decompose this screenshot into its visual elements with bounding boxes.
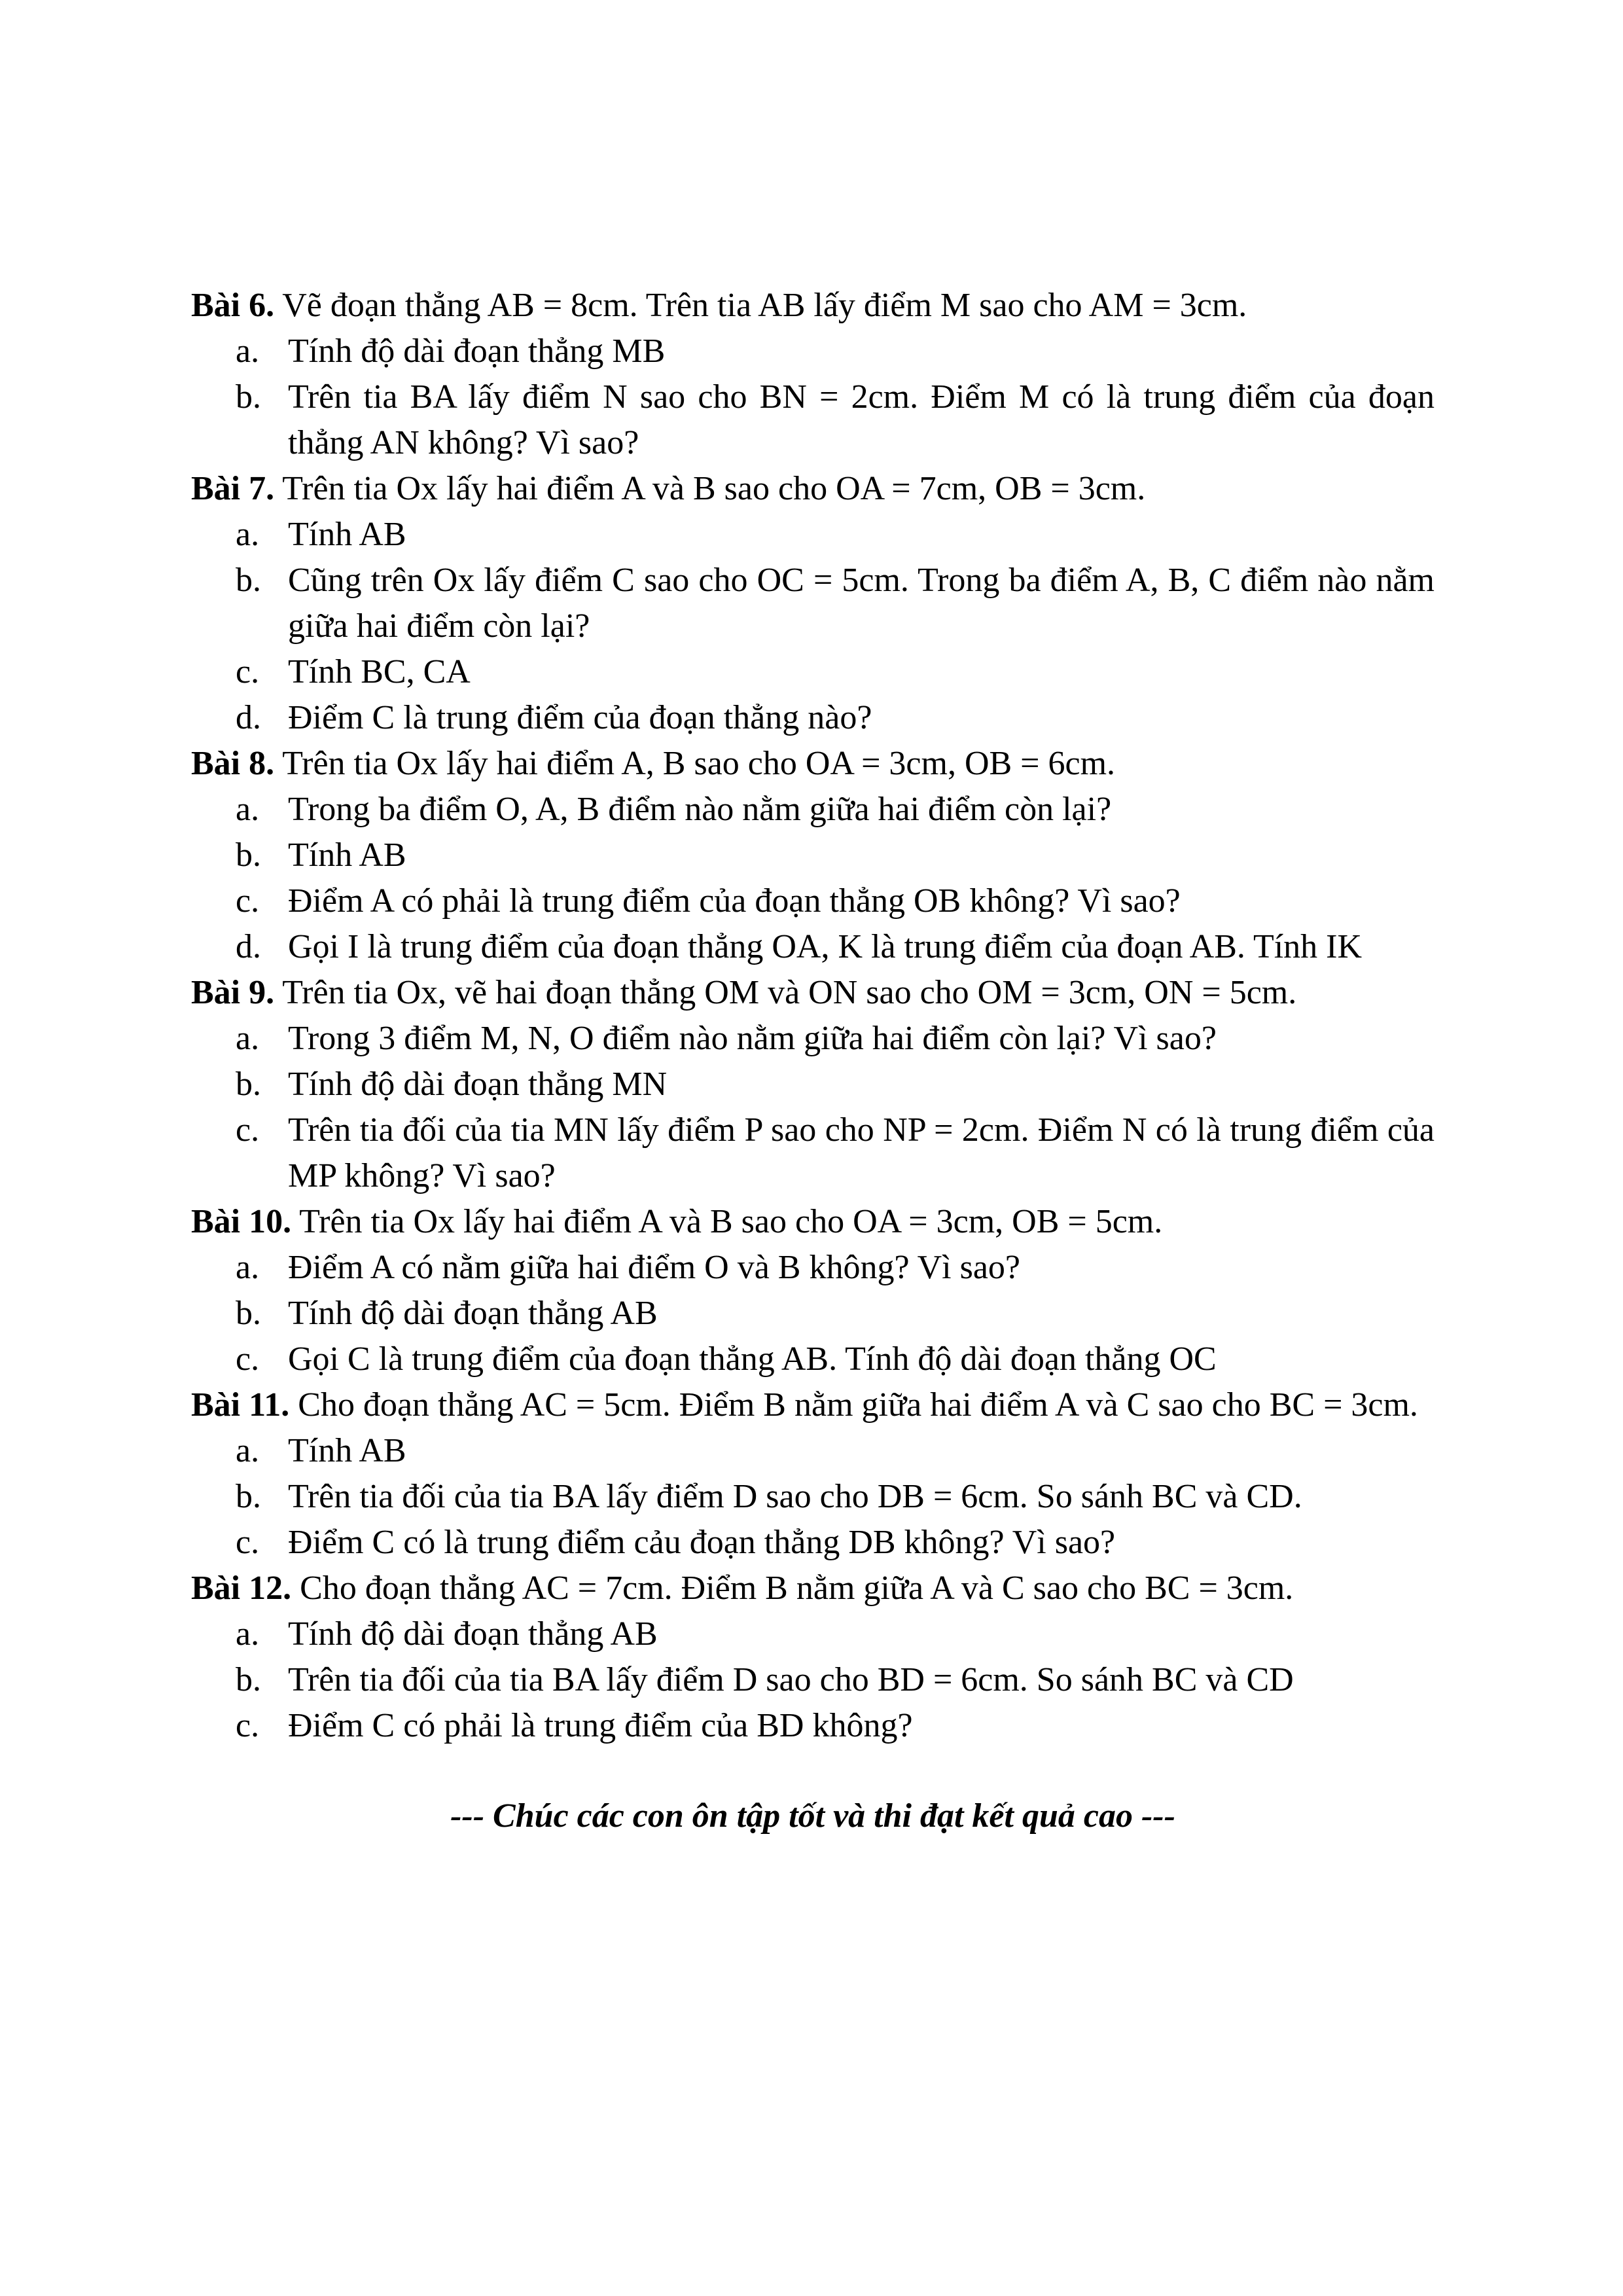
sub-question bbox=[191, 1474, 1435, 1520]
sub-question bbox=[191, 1703, 1435, 1749]
sub-question-letter: c. bbox=[236, 653, 260, 691]
sub-question-list bbox=[191, 1245, 1435, 1382]
sub-question bbox=[191, 649, 1435, 695]
exercise-text: Cho đoạn thẳng AC = 5cm. Điểm B nằm giữa hai điểm A và C sao cho BC = 3cm. bbox=[289, 1386, 1418, 1424]
sub-question-letter: d. bbox=[236, 928, 261, 965]
exercise-prompt bbox=[191, 466, 1435, 512]
sub-question-text: Trên tia đối của tia BA lấy điểm D sao cho DB = 6cm. So sánh BC và CD. bbox=[288, 1478, 1302, 1515]
sub-question-letter: c. bbox=[236, 1340, 260, 1378]
sub-question-letter: b. bbox=[236, 562, 261, 599]
sub-question-text: Tính AB bbox=[288, 1432, 406, 1469]
sub-question bbox=[191, 329, 1435, 374]
exercise-9 bbox=[191, 970, 1435, 1199]
sub-question bbox=[191, 787, 1435, 833]
exercise-label: Bài 12. bbox=[191, 1570, 292, 1607]
exercise-11 bbox=[191, 1382, 1435, 1566]
sub-question-text: Tính độ dài đoạn thẳng MN bbox=[288, 1066, 668, 1103]
sub-question-text: Tính độ dài đoạn thẳng AB bbox=[288, 1295, 658, 1332]
sub-question-text: Trên tia đối của tia BA lấy điểm D sao cho BD = 6cm. So sánh BC và CD bbox=[288, 1661, 1294, 1698]
sub-question-letter: a. bbox=[236, 1432, 260, 1469]
sub-question bbox=[191, 1245, 1435, 1291]
sub-question-letter: b. bbox=[236, 1295, 261, 1332]
sub-question-letter: a. bbox=[236, 1020, 260, 1057]
exercise-label: Bài 9. bbox=[191, 974, 275, 1011]
closing-message: --- Chúc các con ôn tập tốt và thi đạt kết quả cao --- bbox=[450, 1797, 1175, 1835]
sub-question bbox=[191, 878, 1435, 924]
sub-question-text: Tính độ dài đoạn thẳng MB bbox=[288, 332, 666, 370]
exercise-text: Trên tia Ox, vẽ hai đoạn thẳng OM và ON sao cho OM = 3cm, ON = 5cm. bbox=[274, 974, 1297, 1011]
sub-question bbox=[191, 558, 1435, 649]
sub-question bbox=[191, 1428, 1435, 1474]
sub-question bbox=[191, 1611, 1435, 1657]
exercise-10 bbox=[191, 1199, 1435, 1382]
sub-question-letter: a. bbox=[236, 1615, 260, 1653]
sub-question-list bbox=[191, 512, 1435, 741]
sub-question-text: Gọi C là trung điểm của đoạn thẳng AB. Tính độ dài đoạn thẳng OC bbox=[288, 1340, 1217, 1378]
sub-question-letter: c. bbox=[236, 1111, 260, 1149]
sub-question-letter: b. bbox=[236, 1661, 261, 1698]
exercise-label: Bài 10. bbox=[191, 1203, 292, 1240]
sub-question bbox=[191, 1062, 1435, 1107]
exercise-8 bbox=[191, 741, 1435, 970]
sub-question bbox=[191, 1336, 1435, 1382]
exercise-label: Bài 6. bbox=[191, 287, 275, 324]
exercise-text: Trên tia Ox lấy hai điểm A và B sao cho OA = 3cm, OB = 5cm. bbox=[291, 1203, 1163, 1240]
sub-question bbox=[191, 1657, 1435, 1703]
sub-question-text: Điểm C có phải là trung điểm của BD không? bbox=[288, 1707, 913, 1744]
sub-question-text: Điểm C là trung điểm của đoạn thẳng nào? bbox=[288, 699, 872, 736]
sub-question-list bbox=[191, 1611, 1435, 1749]
exercise-prompt bbox=[191, 283, 1435, 329]
sub-question bbox=[191, 924, 1435, 970]
exercise-text: Trên tia Ox lấy hai điểm A, B sao cho OA = 3cm, OB = 6cm. bbox=[274, 745, 1116, 782]
sub-question-list bbox=[191, 329, 1435, 466]
sub-question-list bbox=[191, 1428, 1435, 1566]
sub-question-text: Điểm A có nằm giữa hai điểm O và B không? Vì sao? bbox=[288, 1249, 1021, 1286]
exercise-6 bbox=[191, 283, 1435, 466]
sub-question bbox=[191, 1291, 1435, 1336]
sub-question-text: Tính AB bbox=[288, 516, 406, 553]
exercise-text: Cho đoạn thẳng AC = 7cm. Điểm B nằm giữa A và C sao cho BC = 3cm. bbox=[291, 1570, 1294, 1607]
sub-question-text: Điểm C có là trung điểm cảu đoạn thẳng DB không? Vì sao? bbox=[288, 1524, 1116, 1561]
exercise-label: Bài 7. bbox=[191, 470, 275, 507]
sub-question bbox=[191, 1520, 1435, 1566]
exercise-prompt bbox=[191, 741, 1435, 787]
sub-question bbox=[191, 512, 1435, 558]
exercise-7 bbox=[191, 466, 1435, 741]
exercise-prompt bbox=[191, 1566, 1435, 1611]
worksheet-page bbox=[191, 283, 1435, 1873]
sub-question bbox=[191, 1016, 1435, 1062]
sub-question-letter: b. bbox=[236, 378, 261, 416]
exercise-prompt bbox=[191, 970, 1435, 1016]
sub-question-text: Tính AB bbox=[288, 836, 406, 874]
exercise-text: Trên tia Ox lấy hai điểm A và B sao cho OA = 7cm, OB = 3cm. bbox=[274, 470, 1146, 507]
sub-question-letter: a. bbox=[236, 791, 260, 828]
sub-question-letter: b. bbox=[236, 1478, 261, 1515]
sub-question-text: Trong ba điểm O, A, B điểm nào nằm giữa hai điểm còn lại? bbox=[288, 791, 1112, 828]
exercise-text: Vẽ đoạn thẳng AB = 8cm. Trên tia AB lấy điểm M sao cho AM = 3cm. bbox=[274, 287, 1247, 324]
sub-question-text: Trong 3 điểm M, N, O điểm nào nằm giữa hai điểm còn lại? Vì sao? bbox=[288, 1020, 1217, 1057]
exercise-label: Bài 8. bbox=[191, 745, 275, 782]
sub-question-letter: b. bbox=[236, 836, 261, 874]
sub-question bbox=[191, 695, 1435, 741]
sub-question-letter: c. bbox=[236, 1707, 260, 1744]
sub-question-letter: a. bbox=[236, 332, 260, 370]
sub-question-text: Gọi I là trung điểm của đoạn thẳng OA, K là trung điểm của đoạn AB. Tính IK bbox=[288, 928, 1363, 965]
sub-question-list bbox=[191, 787, 1435, 970]
sub-question-text: Điểm A có phải là trung điểm của đoạn thẳng OB không? Vì sao? bbox=[288, 882, 1181, 920]
sub-question-text: Tính độ dài đoạn thẳng AB bbox=[288, 1615, 658, 1653]
sub-question-list bbox=[191, 1016, 1435, 1199]
sub-question-letter: c. bbox=[236, 882, 260, 920]
sub-question-letter: a. bbox=[236, 1249, 260, 1286]
sub-question-letter: d. bbox=[236, 699, 261, 736]
sub-question-letter: c. bbox=[236, 1524, 260, 1561]
exercise-label: Bài 11. bbox=[191, 1386, 290, 1424]
sub-question-text: Cũng trên Ox lấy điểm C sao cho OC = 5cm. Trong ba điểm A, B, C điểm nào nằm giữa hai điểm còn lại? bbox=[288, 562, 1435, 645]
exercise-12 bbox=[191, 1566, 1435, 1749]
sub-question bbox=[191, 1107, 1435, 1199]
sub-question-letter: b. bbox=[236, 1066, 261, 1103]
sub-question-letter: a. bbox=[236, 516, 260, 553]
exercise-prompt bbox=[191, 1382, 1435, 1428]
sub-question bbox=[191, 374, 1435, 466]
sub-question-text: Trên tia BA lấy điểm N sao cho BN = 2cm. Điểm M có là trung điểm của đoạn thẳng AN không? Vì sao? bbox=[288, 378, 1435, 461]
sub-question bbox=[191, 833, 1435, 878]
sub-question-text: Tính BC, CA bbox=[288, 653, 471, 691]
exercise-prompt bbox=[191, 1199, 1435, 1245]
sub-question-text: Trên tia đối của tia MN lấy điểm P sao cho NP = 2cm. Điểm N có là trung điểm của MP không? Vì sao? bbox=[288, 1111, 1435, 1194]
